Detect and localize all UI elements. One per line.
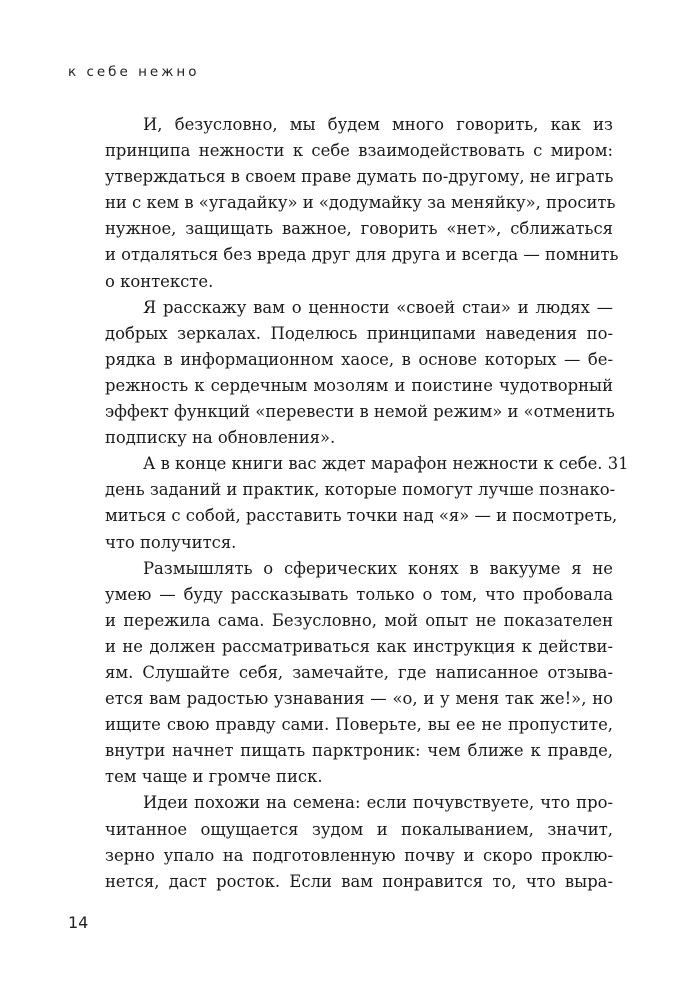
paragraph-5 bbox=[105, 790, 613, 894]
text-line: Я расскажу вам о ценности «своей стаи» и людях — bbox=[143, 297, 613, 317]
page-number: 14 bbox=[68, 913, 89, 932]
text-line: миться с собой, расставить точки над «я» — и посмотреть, bbox=[105, 506, 618, 526]
text-line: день заданий и практик, которые помогут лучше познако- bbox=[105, 480, 616, 500]
text-line: умею — буду рассказывать только о том, что пробовала bbox=[105, 584, 613, 604]
text-line: ни с кем в «угадайку» и «додумайку за меняйку», просить bbox=[105, 193, 616, 213]
text-line: нется, даст росток. Если вам понравится то, что выра- bbox=[105, 871, 613, 891]
paragraph-3 bbox=[105, 451, 629, 555]
text-line: и пережила сама. Безусловно, мой опыт не показателен bbox=[105, 610, 613, 630]
text-line: режность к сердечным мозолям и поистине чудотворный bbox=[105, 375, 613, 395]
text-line: эффект функций «перевести в немой режим» и «отменить bbox=[105, 402, 615, 422]
text-line: Размышлять о сферических конях в вакууме я не bbox=[143, 558, 613, 578]
text-line: что получится. bbox=[105, 532, 237, 552]
body-text bbox=[105, 112, 629, 895]
text-line: И, безусловно, мы будем много говорить, как из bbox=[143, 115, 613, 134]
paragraph-4 bbox=[105, 556, 613, 791]
running-header: к себе нежно bbox=[68, 64, 200, 80]
text-line: читанное ощущается зудом и покалыванием, значит, bbox=[105, 819, 613, 839]
paragraph-1 bbox=[105, 112, 619, 295]
text-line: зерно упало на подготовленную почву и скоро проклю- bbox=[105, 845, 613, 865]
text-line: внутри начнет пищать парктроник: чем ближе к правде, bbox=[105, 741, 613, 761]
text-line: ям. Слушайте себя, замечайте, где написанное отзыва- bbox=[105, 662, 613, 682]
text-line: тем чаще и громче писк. bbox=[105, 767, 323, 787]
text-line: и не должен рассматриваться как инструкция к действи- bbox=[105, 636, 613, 656]
text-line: принципа нежности к себе взаимодействовать с миром: bbox=[105, 141, 613, 161]
paragraph-2 bbox=[105, 295, 613, 452]
text-line: ищите свою правду сами. Поверьте, вы ее не пропустите, bbox=[105, 715, 613, 735]
text-line: утверждаться в своем праве думать по-другому, не играть bbox=[105, 167, 614, 187]
text-line: А в конце книги вас ждет марафон нежности к себе. 31 bbox=[143, 454, 629, 474]
text-line: добрых зеркалах. Поделюсь принципами наведения по- bbox=[105, 323, 613, 343]
text-line: о контексте. bbox=[105, 271, 214, 291]
text-line: подписку на обновления». bbox=[105, 428, 336, 448]
text-line: нужное, защищать важное, говорить «нет», сближаться bbox=[105, 219, 613, 239]
text-line: и отдаляться без вреда друг для друга и всегда — помнить bbox=[105, 245, 619, 265]
text-line: Идеи похожи на семена: если почувствуете, что про- bbox=[143, 793, 613, 813]
text-line: ется вам радостью узнавания — «о, и у меня так же!», но bbox=[105, 689, 613, 709]
text-line: рядка в информационном хаосе, в основе которых — бе- bbox=[105, 349, 613, 369]
